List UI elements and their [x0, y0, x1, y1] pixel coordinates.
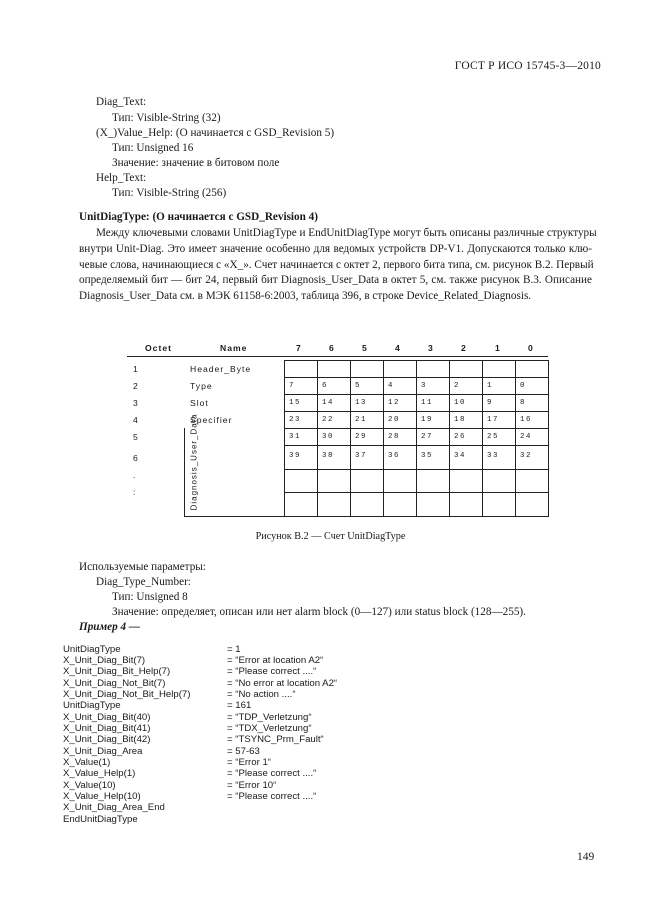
- code-key: X_Unit_Diag_Bit_Help(7): [63, 666, 171, 677]
- field-name: Specifier: [190, 415, 233, 425]
- col-header-bit: 6: [329, 343, 335, 353]
- grid-line: [284, 360, 285, 516]
- bit-cell: 31: [289, 433, 302, 441]
- bit-cell: 9: [487, 399, 494, 407]
- octet-number: 6: [133, 453, 138, 463]
- field-name: Slot: [190, 398, 209, 408]
- code-value: = “Error at location A2“: [227, 655, 324, 666]
- code-key: X_Unit_Diag_Bit(41): [63, 723, 151, 734]
- octet-number: .: [133, 470, 136, 480]
- bit-cell: 37: [355, 452, 368, 460]
- code-value: = “Error 1“: [227, 757, 271, 768]
- code-key: X_Unit_Diag_Not_Bit(7): [63, 678, 166, 689]
- code-key: X_Unit_Diag_Bit(40): [63, 712, 151, 723]
- paragraph-line: чевые слова, начинающиеся с «X_». Счет начинается с октет 2, первого бита типа, см. рисунок В.2. Первый: [79, 258, 594, 271]
- bit-cell: 17: [487, 416, 500, 424]
- params-line: Тип: Unsigned 8: [112, 591, 188, 603]
- bit-cell: 15: [289, 399, 302, 407]
- bit-cell: 2: [454, 382, 461, 390]
- bit-cell: 16: [520, 416, 533, 424]
- code-value: = “TDP_Verletzung“: [227, 712, 312, 723]
- bit-cell: 36: [388, 452, 401, 460]
- bit-cell: 0: [520, 382, 527, 390]
- table-header-rule: [127, 356, 548, 357]
- params-line: Используемые параметры:: [79, 561, 206, 573]
- params-line: Diag_Type_Number:: [96, 576, 191, 588]
- bit-cell: 29: [355, 433, 368, 441]
- col-header-name: Name: [220, 343, 248, 353]
- bit-cell: 19: [421, 416, 434, 424]
- intro-line: (X_)Value_Help: (О начинается с GSD_Revision 5): [96, 127, 335, 139]
- intro-line: Значение: значение в битовом поле: [112, 157, 280, 169]
- grid-line: [449, 360, 450, 516]
- field-name: Header_Byte: [190, 364, 252, 374]
- code-key: EndUnitDiagType: [63, 814, 138, 825]
- code-value: = “Please correct ....“: [227, 768, 317, 779]
- octet-number: 5: [133, 432, 138, 442]
- bit-cell: 4: [388, 382, 395, 390]
- code-key: X_Unit_Diag_Area_End: [63, 802, 165, 813]
- col-header-bit: 3: [428, 343, 434, 353]
- grid-line: [284, 469, 549, 470]
- bit-cell: 10: [454, 399, 467, 407]
- octet-number: 1: [133, 364, 138, 374]
- page-number: 149: [577, 851, 595, 863]
- col-header-octet: Octet: [145, 343, 172, 353]
- bit-cell-ellipsis: ...: [454, 441, 473, 449]
- code-key: X_Unit_Diag_Area: [63, 746, 143, 757]
- grid-line: [416, 360, 417, 516]
- code-key: X_Unit_Diag_Bit(7): [63, 655, 146, 666]
- bit-cell: 25: [487, 433, 500, 441]
- intro-line: Help_Text:: [96, 172, 147, 184]
- bit-cell: 30: [322, 433, 335, 441]
- bit-cell: 38: [322, 452, 335, 460]
- code-key: UnitDiagType: [63, 644, 121, 655]
- col-header-bit: 2: [461, 343, 467, 353]
- params-line: Значение: определяет, описан или нет alarm block (0—127) или status block (128—255).: [112, 606, 526, 618]
- bit-cell: 7: [289, 382, 296, 390]
- paragraph-line: Между ключевыми словами UnitDiagType и EndUnitDiagType могут быть описаны различные структуры: [96, 227, 597, 239]
- grid-line: [350, 360, 351, 516]
- bit-cell: 6: [322, 382, 329, 390]
- grid-line: [482, 360, 483, 516]
- grid-line: [284, 394, 549, 395]
- page-header: ГОСТ Р ИСО 15745-3—2010: [454, 60, 601, 72]
- bit-cell: 8: [520, 399, 527, 407]
- code-value: = “Please correct ....“: [227, 791, 317, 802]
- grid-line: [184, 516, 549, 517]
- paragraph-line: определяемый бит — бит 24, первый бит Diagnosis_User_Data в октет 5, см. также рисунок В.3. Описание: [79, 274, 592, 287]
- intro-line: Тип: Unsigned 16: [112, 142, 194, 154]
- code-key: X_Unit_Diag_Not_Bit_Help(7): [63, 689, 191, 700]
- grid-line: [284, 492, 549, 493]
- bit-cell: 32: [520, 452, 533, 460]
- paragraph-line: Diagnosis_User_Data см. в МЭК 61158-6:2003, таблица 396, в строке Device_Related_Diagnosis.: [79, 290, 532, 303]
- code-key: X_Value(10): [63, 780, 116, 791]
- code-key: X_Value_Help(1): [63, 768, 136, 779]
- code-value: = 1: [227, 644, 241, 655]
- grid-line: [284, 411, 549, 412]
- col-header-bit: 5: [362, 343, 368, 353]
- code-value: = “Error 10“: [227, 780, 277, 791]
- bit-cell: 20: [388, 416, 401, 424]
- bit-cell: 33: [487, 452, 500, 460]
- bit-cell: 28: [388, 433, 401, 441]
- bit-cell: 26: [454, 433, 467, 441]
- grid-line: [515, 360, 516, 516]
- grid-line: [383, 360, 384, 516]
- bit-cell: 24: [520, 433, 533, 441]
- col-header-bit: 1: [495, 343, 501, 353]
- code-value: = “Please correct ....“: [227, 666, 317, 677]
- bit-cell: 5: [355, 382, 362, 390]
- grid-line: [284, 428, 549, 429]
- octet-number: 4: [133, 415, 138, 425]
- col-header-bit: 4: [395, 343, 401, 353]
- col-header-bit: 7: [296, 343, 302, 353]
- code-value: = “TSYNC_Prm_Fault“: [227, 734, 324, 745]
- code-value: = “TDX_Verletzung“: [227, 723, 312, 734]
- bit-cell: 11: [421, 399, 434, 407]
- bit-cell: 23: [289, 416, 302, 424]
- code-key: UnitDiagType: [63, 700, 121, 711]
- code-key: X_Value(1): [63, 757, 111, 768]
- section-heading: UnitDiagType: (О начинается с GSD_Revision 4): [79, 211, 318, 223]
- code-key: X_Unit_Diag_Bit(42): [63, 734, 151, 745]
- bit-cell: 14: [322, 399, 335, 407]
- code-value: = 57-63: [227, 746, 260, 757]
- code-value: = “No action ....“: [227, 689, 296, 700]
- intro-line: Diag_Text:: [96, 96, 147, 108]
- paragraph-line: внутри Unit-Diag. Это имеет значение особенно для ведомых устройств DP-V1. Допускаются только клю-: [79, 242, 592, 255]
- bit-cell: 27: [421, 433, 434, 441]
- grid-line: [284, 360, 549, 361]
- octet-number: :: [133, 487, 136, 497]
- bit-cell: 35: [421, 452, 434, 460]
- bit-cell: 18: [454, 416, 467, 424]
- bit-cell: 3: [421, 382, 428, 390]
- section-paragraph: [79, 226, 597, 305]
- bit-cell: 22: [322, 416, 335, 424]
- col-header-bit: 0: [528, 343, 534, 353]
- octet-number: 2: [133, 381, 138, 391]
- bit-cell: 12: [388, 399, 401, 407]
- grid-line: [317, 360, 318, 516]
- code-key: X_Value_Help(10): [63, 791, 141, 802]
- diagnosis-user-data-label: Diagnosis_User_Data: [189, 413, 199, 511]
- bit-cell: 34: [454, 452, 467, 460]
- bit-cell: 39: [289, 452, 302, 460]
- bit-cell: 13: [355, 399, 368, 407]
- field-name: Type: [190, 381, 213, 391]
- grid-line: [548, 360, 549, 516]
- intro-line: Тип: Visible-String (32): [112, 112, 221, 124]
- bit-cell: 1: [487, 382, 494, 390]
- code-value: = 161: [227, 700, 252, 711]
- intro-line: Тип: Visible-String (256): [112, 187, 227, 199]
- grid-line: [284, 445, 549, 446]
- figure-caption: Рисунок В.2 — Счет UnitDiagType: [255, 531, 406, 542]
- grid-line: [284, 377, 549, 378]
- octet-number: 3: [133, 398, 138, 408]
- bit-cell: 21: [355, 416, 368, 424]
- code-value: = “No error at location A2“: [227, 678, 338, 689]
- grid-line: [184, 428, 185, 516]
- example-title: Пример 4 —: [79, 621, 141, 633]
